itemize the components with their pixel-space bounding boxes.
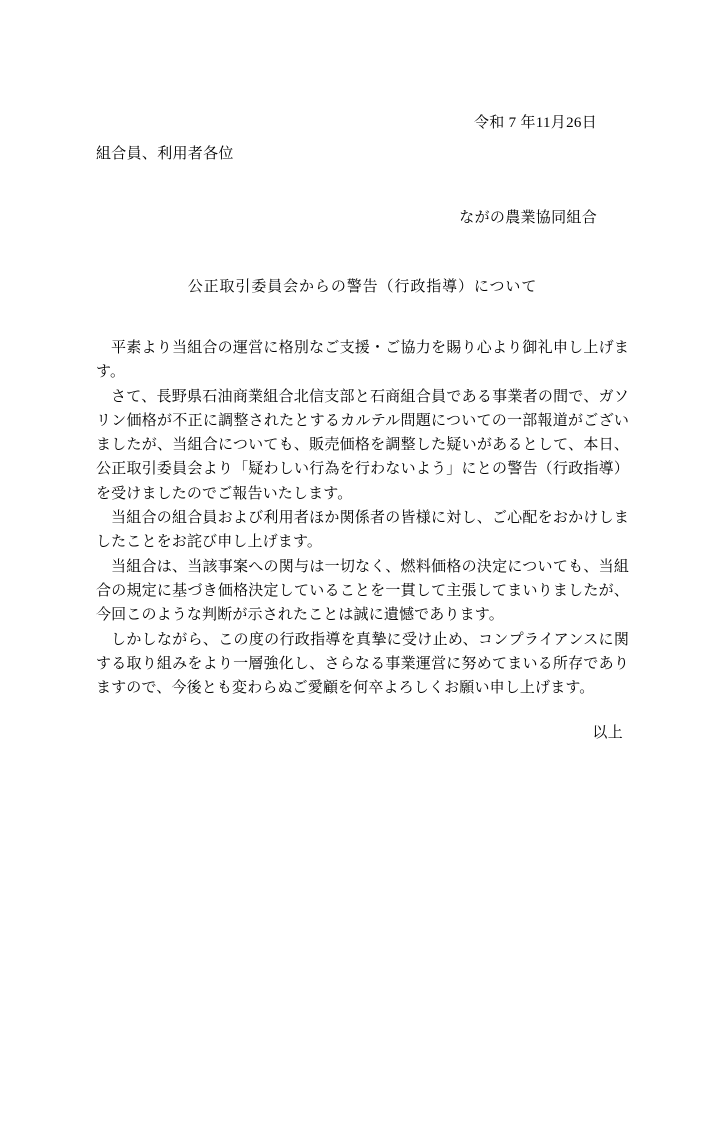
document-title: 公正取引委員会からの警告（行政指導）について	[187, 278, 538, 295]
document-body	[96, 336, 629, 700]
document-page	[0, 112, 725, 1136]
body-paragraph: 当組合は、当該事案への関与は一切なく、燃料価格の決定についても、当組合の規定に基づき価格決定していることを一貫して主張してまいりましたが、今回このような判断が示されたことは誠に遺憾であります。	[96, 558, 629, 624]
body-paragraph: さて、長野県石油商業組合北信支部と石商組合員である事業者の間で、ガソリン価格が不正に調整されたとするカルテル問題についての一部報道がございましたが、当組合についても、販売価格を調整した疑いがあるとして、本日、公正取引委員会より「疑わしい行為を行わないよう」にとの警告（行政指導）を受けましたのでご報告いたします。	[96, 388, 629, 502]
document-addressee: 組合員、利用者各位	[96, 145, 234, 162]
document-date: 令和 7 年11月26日	[473, 115, 597, 131]
body-paragraph: しかしながら、この度の行政指導を真摯に受け止め、コンプライアンスに関する取り組みをより一層強化し、さらなる事業運営に努めてまいる所存でありますので、今後とも変わらぬご愛顧を何卒よろしくお願い申し上げます。	[96, 631, 629, 697]
body-paragraph: 平素より当組合の運営に格別なご支援・ご協力を賜り心より御礼申し上げます。	[96, 340, 629, 381]
body-paragraph: 当組合の組合員および利用者ほか関係者の皆様に対し、ご心配をおかけしましたことをお詫び申し上げます。	[96, 510, 629, 551]
document-closing: 以上	[592, 725, 623, 742]
document-sender: ながの農業協同組合	[459, 210, 597, 226]
